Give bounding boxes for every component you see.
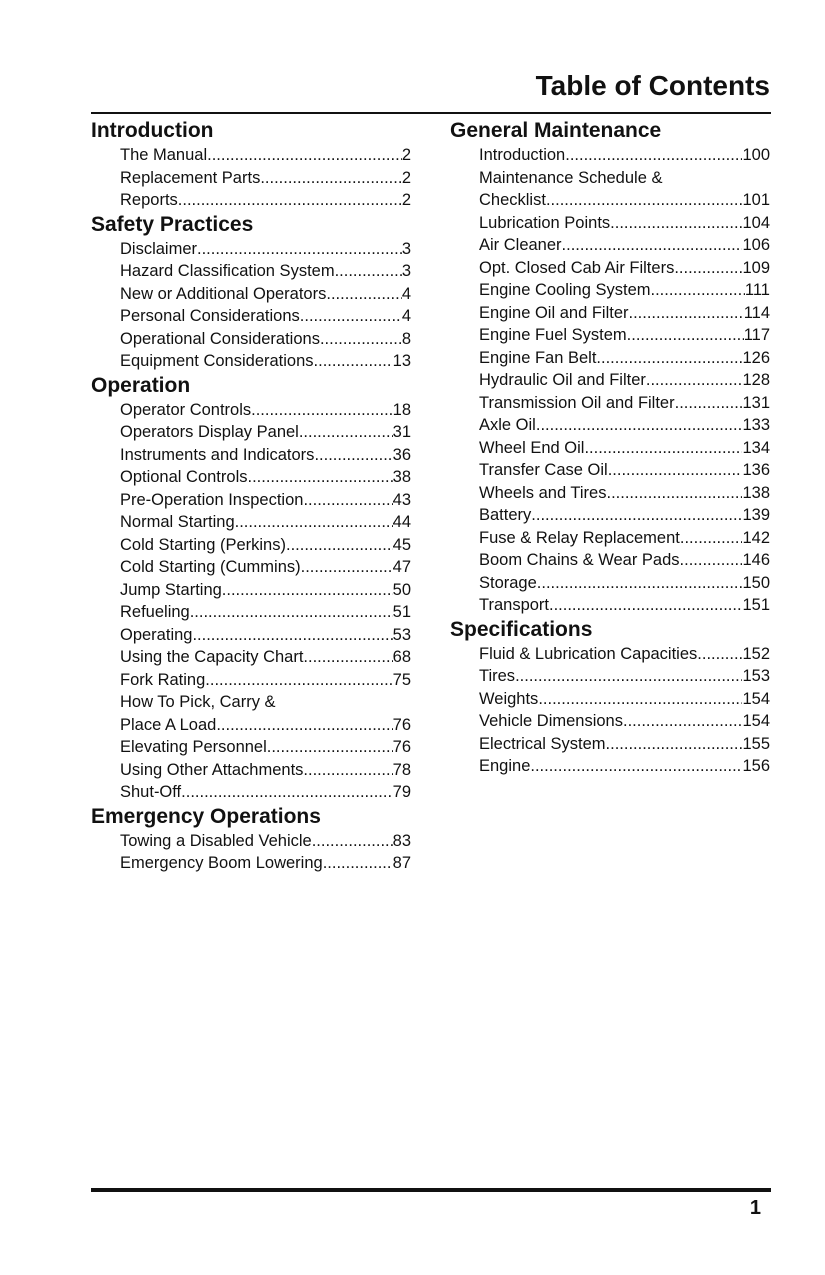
toc-entry-label: Transport xyxy=(479,596,549,614)
toc-section-heading: General Maintenance xyxy=(450,119,662,142)
toc-entry-label: Electrical System xyxy=(479,734,606,753)
toc-entry-label: Hazard Classification System xyxy=(120,262,335,280)
toc-entry-label: Battery xyxy=(479,506,532,524)
toc-entry-page: 138 xyxy=(742,483,770,502)
toc-dot-leader xyxy=(549,594,742,617)
title-divider xyxy=(91,112,771,114)
toc-entry-label: Refueling xyxy=(120,603,190,621)
toc-entry-label: Place A Load xyxy=(120,715,217,734)
toc-dot-leader xyxy=(674,257,742,280)
toc-dot-leader xyxy=(216,714,392,737)
toc-entry[interactable] xyxy=(479,527,770,550)
toc-dot-leader xyxy=(536,414,743,437)
footer-divider xyxy=(91,1188,771,1192)
toc-dot-leader xyxy=(303,489,392,512)
toc-entry-label: Lubrication Points xyxy=(479,213,611,232)
toc-entry[interactable] xyxy=(479,733,770,756)
toc-entry[interactable] xyxy=(120,781,411,804)
toc-dot-leader xyxy=(629,302,744,325)
toc-entry-label: New or Additional Operators xyxy=(120,284,327,303)
toc-entry-page: 106 xyxy=(742,236,770,254)
toc-entry-page: 13 xyxy=(392,352,411,370)
toc-entry-page: 43 xyxy=(392,490,411,509)
toc-entry-label: Engine Fuel System xyxy=(479,326,627,344)
toc-entry-label: Cold Starting (Cummins) xyxy=(120,558,301,576)
toc-dot-leader xyxy=(251,399,393,422)
toc-section-heading: Specifications xyxy=(450,617,593,641)
toc-entry-page: 2 xyxy=(401,191,411,209)
toc-entry-label: Opt. Closed Cab Air Filters xyxy=(479,258,675,277)
toc-entry-label: How To Pick, Carry & xyxy=(120,693,276,711)
toc-entry-label: Air Cleaner xyxy=(479,236,562,254)
toc-entry-label: Maintenance Schedule & xyxy=(479,168,663,187)
toc-entry-label: Using Other Attachments xyxy=(120,760,304,779)
page-title: Table of Contents xyxy=(535,70,770,101)
toc-entry-label: The Manual xyxy=(120,146,208,164)
toc-entry[interactable] xyxy=(120,305,411,328)
toc-entry-label: Vehicle Dimensions xyxy=(479,712,623,730)
toc-entry-page: 4 xyxy=(401,307,411,325)
toc-entry-page: 75 xyxy=(392,670,411,689)
toc-entry[interactable] xyxy=(120,144,411,167)
toc-dot-leader xyxy=(537,572,743,595)
toc-entry-page: 83 xyxy=(392,831,411,850)
toc-entry-label: Elevating Personnel xyxy=(120,738,267,756)
toc-entry[interactable] xyxy=(120,189,411,212)
toc-entry[interactable] xyxy=(120,511,411,534)
toc-section-heading: Operation xyxy=(91,373,191,397)
toc-entry-label: Transfer Case Oil xyxy=(479,461,608,479)
toc-entry-page: 76 xyxy=(392,715,411,734)
toc-dot-leader xyxy=(610,212,742,235)
toc-entry-label: Cold Starting (Perkins) xyxy=(120,535,286,554)
toc-entry[interactable] xyxy=(120,489,411,512)
toc-entry-label: Transmission Oil and Filter xyxy=(479,393,675,412)
toc-entry-label: Shut-Off xyxy=(120,783,182,801)
toc-dot-leader xyxy=(301,556,393,579)
toc-entry-label: Operational Considerations xyxy=(120,329,320,348)
toc-entry[interactable] xyxy=(479,504,770,527)
toc-entry[interactable] xyxy=(479,279,770,302)
toc-dot-leader xyxy=(197,238,402,261)
toc-dot-leader xyxy=(260,167,401,190)
toc-entry-label: Operator Controls xyxy=(120,400,252,419)
toc-entry[interactable] xyxy=(479,189,770,212)
toc-entry-page: 51 xyxy=(392,603,411,621)
toc-dot-leader xyxy=(303,646,392,669)
toc-dot-leader xyxy=(303,759,392,782)
toc-dot-leader xyxy=(565,144,742,167)
toc-dot-leader xyxy=(320,328,402,351)
toc-entry-page: 38 xyxy=(392,468,411,486)
toc-entry-label: Wheels and Tires xyxy=(479,483,607,502)
toc-dot-leader xyxy=(646,369,743,392)
toc-entry-page: 53 xyxy=(392,625,411,644)
toc-entry[interactable] xyxy=(479,482,770,505)
toc-entry-label: Engine Fan Belt xyxy=(479,348,597,367)
toc-entry[interactable] xyxy=(120,556,411,579)
toc-entry-label: Fuse & Relay Replacement xyxy=(479,528,680,547)
toc-entry-page: 111 xyxy=(744,281,770,299)
toc-entry[interactable] xyxy=(479,302,770,325)
toc-entry-label: Reports xyxy=(120,191,178,209)
toc-dot-leader xyxy=(608,459,743,482)
toc-entry-label: Jump Starting xyxy=(120,580,222,599)
toc-entry[interactable] xyxy=(120,624,411,647)
toc-entry[interactable] xyxy=(479,459,770,482)
toc-dot-leader xyxy=(314,444,392,467)
toc-entry-label: Operating xyxy=(120,625,193,644)
toc-entry-page: 155 xyxy=(742,734,770,753)
toc-entry[interactable] xyxy=(479,755,770,778)
toc-dot-leader xyxy=(312,830,393,853)
toc-entry[interactable] xyxy=(479,665,770,688)
toc-section-heading: Introduction xyxy=(91,119,214,142)
toc-entry-label: Engine Oil and Filter xyxy=(479,303,629,322)
toc-entry-label: Wheel End Oil xyxy=(479,438,585,457)
toc-dot-leader xyxy=(538,688,742,711)
toc-dot-leader xyxy=(299,421,393,444)
toc-entry-page: 139 xyxy=(742,506,770,524)
toc-dot-leader xyxy=(606,733,743,756)
toc-entry-label: Personal Considerations xyxy=(120,307,300,325)
toc-entry-page: 152 xyxy=(742,644,770,663)
toc-entry[interactable] xyxy=(479,594,770,617)
toc-entry-label: Using the Capacity Chart xyxy=(120,648,304,666)
toc-entry[interactable] xyxy=(120,736,411,759)
toc-entry-label: Axle Oil xyxy=(479,416,536,434)
toc-entry-page: 78 xyxy=(392,760,411,779)
toc-entry-label: Introduction xyxy=(479,146,566,164)
toc-entry[interactable] xyxy=(120,350,411,373)
toc-entry[interactable] xyxy=(479,437,770,460)
toc-entry[interactable] xyxy=(120,399,411,422)
toc-entry-page: 131 xyxy=(742,393,770,412)
toc-entry[interactable] xyxy=(479,392,770,415)
toc-entry[interactable] xyxy=(479,414,770,437)
toc-entry-label: Tires xyxy=(479,667,516,685)
toc-dot-leader xyxy=(335,260,402,283)
toc-entry-page: 3 xyxy=(401,262,411,280)
toc-entry-page: 117 xyxy=(743,326,770,344)
toc-dot-leader xyxy=(680,527,743,550)
toc-dot-leader xyxy=(531,504,742,527)
toc-section-heading: Safety Practices xyxy=(91,212,254,236)
toc-entry-page: 104 xyxy=(742,213,770,232)
toc-entry[interactable] xyxy=(479,167,770,190)
toc-entry-label: Fork Rating xyxy=(120,670,206,689)
toc-entry[interactable] xyxy=(120,759,411,782)
toc-dot-leader xyxy=(323,852,393,875)
toc-entry-page: 79 xyxy=(392,783,411,801)
toc-entry[interactable] xyxy=(120,534,411,557)
toc-entry-page: 156 xyxy=(742,757,770,775)
toc-entry-page: 87 xyxy=(392,854,411,872)
toc-entry-label: Emergency Boom Lowering xyxy=(120,854,323,872)
toc-entry-label: Replacement Parts xyxy=(120,168,261,187)
toc-entry[interactable] xyxy=(479,324,770,347)
toc-entry-page: 114 xyxy=(743,303,770,322)
toc-entry[interactable] xyxy=(120,646,411,669)
toc-dot-leader xyxy=(680,549,743,572)
toc-dot-leader xyxy=(651,279,745,302)
toc-entry-page: 100 xyxy=(742,146,770,164)
toc-entry-label: Checklist xyxy=(479,191,546,209)
toc-entry-page: 18 xyxy=(392,400,411,419)
toc-entry-page: 50 xyxy=(392,580,411,599)
toc-entry[interactable] xyxy=(120,669,411,692)
toc-column-left xyxy=(91,118,411,875)
toc-entry[interactable] xyxy=(120,714,411,737)
toc-entry-label: Engine xyxy=(479,757,531,775)
toc-entry-label: Boom Chains & Wear Pads xyxy=(479,551,680,569)
toc-entry-page: 2 xyxy=(401,146,411,164)
toc-entry-page: 154 xyxy=(742,712,770,730)
toc-entry-label: Fluid & Lubrication Capacities xyxy=(479,644,698,663)
toc-dot-leader xyxy=(606,482,742,505)
toc-entry[interactable] xyxy=(479,688,770,711)
toc-entry-label: Pre-Operation Inspection xyxy=(120,490,304,509)
toc-section-heading: Emergency Operations xyxy=(91,804,321,828)
toc-entry-label: Equipment Considerations xyxy=(120,352,314,370)
toc-entry-page: 151 xyxy=(742,596,770,614)
toc-entry-page: 31 xyxy=(392,423,411,441)
toc-entry-page: 109 xyxy=(742,258,770,277)
toc-dot-leader xyxy=(205,669,392,692)
toc-dot-leader xyxy=(546,189,743,212)
toc-entry[interactable] xyxy=(120,283,411,306)
toc-entry[interactable] xyxy=(120,830,411,853)
page-number: 1 xyxy=(749,1197,761,1219)
toc-entry-page: 128 xyxy=(742,371,770,389)
toc-entry-page: 36 xyxy=(392,445,411,464)
toc-dot-leader xyxy=(623,710,742,733)
toc-entry[interactable] xyxy=(479,347,770,370)
toc-entry[interactable] xyxy=(479,234,770,257)
toc-dot-leader xyxy=(562,234,743,257)
toc-dot-leader xyxy=(627,324,744,347)
toc-entry[interactable] xyxy=(120,691,411,714)
toc-dot-leader xyxy=(300,305,402,328)
toc-entry-label: Weights xyxy=(479,689,539,708)
toc-entry-label: Optional Controls xyxy=(120,468,248,486)
toc-column-right xyxy=(450,118,770,778)
toc-entry-label: Disclaimer xyxy=(120,239,198,258)
toc-dot-leader xyxy=(286,534,393,557)
toc-dot-leader xyxy=(584,437,742,460)
toc-entry-page: 101 xyxy=(742,191,770,209)
toc-entry[interactable] xyxy=(120,328,411,351)
toc-entry-page: 45 xyxy=(392,535,411,554)
toc-entry[interactable] xyxy=(479,549,770,572)
toc-entry[interactable] xyxy=(479,144,770,167)
toc-entry[interactable] xyxy=(120,601,411,624)
toc-entry-page: 47 xyxy=(392,558,411,576)
toc-entry-page: 150 xyxy=(742,573,770,592)
toc-entry-page: 4 xyxy=(401,284,411,303)
toc-entry-page: 154 xyxy=(742,689,770,708)
toc-dot-leader xyxy=(207,144,402,167)
toc-dot-leader xyxy=(190,601,393,624)
toc-dot-leader xyxy=(235,511,393,534)
toc-dot-leader xyxy=(267,736,393,759)
toc-entry-page: 133 xyxy=(742,416,770,434)
toc-entry[interactable] xyxy=(120,238,411,261)
toc-dot-leader xyxy=(181,781,392,804)
toc-dot-leader xyxy=(222,579,393,602)
toc-dot-leader xyxy=(515,665,742,688)
toc-entry[interactable] xyxy=(120,579,411,602)
toc-entry[interactable] xyxy=(120,260,411,283)
toc-entry-label: Engine Cooling System xyxy=(479,281,651,299)
toc-entry[interactable] xyxy=(479,212,770,235)
toc-dot-leader xyxy=(178,189,402,212)
toc-entry-label: Operators Display Panel xyxy=(120,423,299,441)
toc-entry-label: Normal Starting xyxy=(120,513,235,531)
toc-entry-page: 153 xyxy=(742,667,770,685)
toc-entry-label: Storage xyxy=(479,573,537,592)
toc-entry-label: Hydraulic Oil and Filter xyxy=(479,371,646,389)
toc-dot-leader xyxy=(530,755,742,778)
toc-entry-label: Towing a Disabled Vehicle xyxy=(120,831,312,850)
toc-entry[interactable] xyxy=(479,369,770,392)
toc-dot-leader xyxy=(675,392,743,415)
toc-entry-page: 76 xyxy=(392,738,411,756)
toc-dot-leader xyxy=(192,624,392,647)
toc-entry[interactable] xyxy=(479,572,770,595)
toc-entry[interactable] xyxy=(120,444,411,467)
toc-entry-page: 142 xyxy=(742,528,770,547)
toc-entry[interactable] xyxy=(479,257,770,280)
toc-entry[interactable] xyxy=(120,852,411,875)
toc-entry-label: Instruments and Indicators xyxy=(120,445,315,464)
toc-entry-page: 136 xyxy=(742,461,770,479)
toc-dot-leader xyxy=(314,350,393,373)
toc-entry-page: 2 xyxy=(401,168,411,187)
toc-entry[interactable] xyxy=(479,710,770,733)
toc-dot-leader xyxy=(596,347,742,370)
toc-entry-page: 3 xyxy=(401,239,411,258)
toc-entry-page: 68 xyxy=(392,648,411,666)
toc-entry-page: 8 xyxy=(401,329,411,348)
toc-entry[interactable] xyxy=(120,421,411,444)
toc-entry[interactable] xyxy=(120,466,411,489)
toc-entry-page: 126 xyxy=(742,348,770,367)
toc-dot-leader xyxy=(326,283,401,306)
toc-dot-leader xyxy=(247,466,392,489)
toc-entry[interactable] xyxy=(479,643,770,666)
toc-dot-leader xyxy=(697,643,742,666)
toc-entry-page: 44 xyxy=(392,513,411,531)
toc-entry-page: 134 xyxy=(742,438,770,457)
toc-entry[interactable] xyxy=(120,167,411,190)
toc-entry-page: 146 xyxy=(742,551,770,569)
